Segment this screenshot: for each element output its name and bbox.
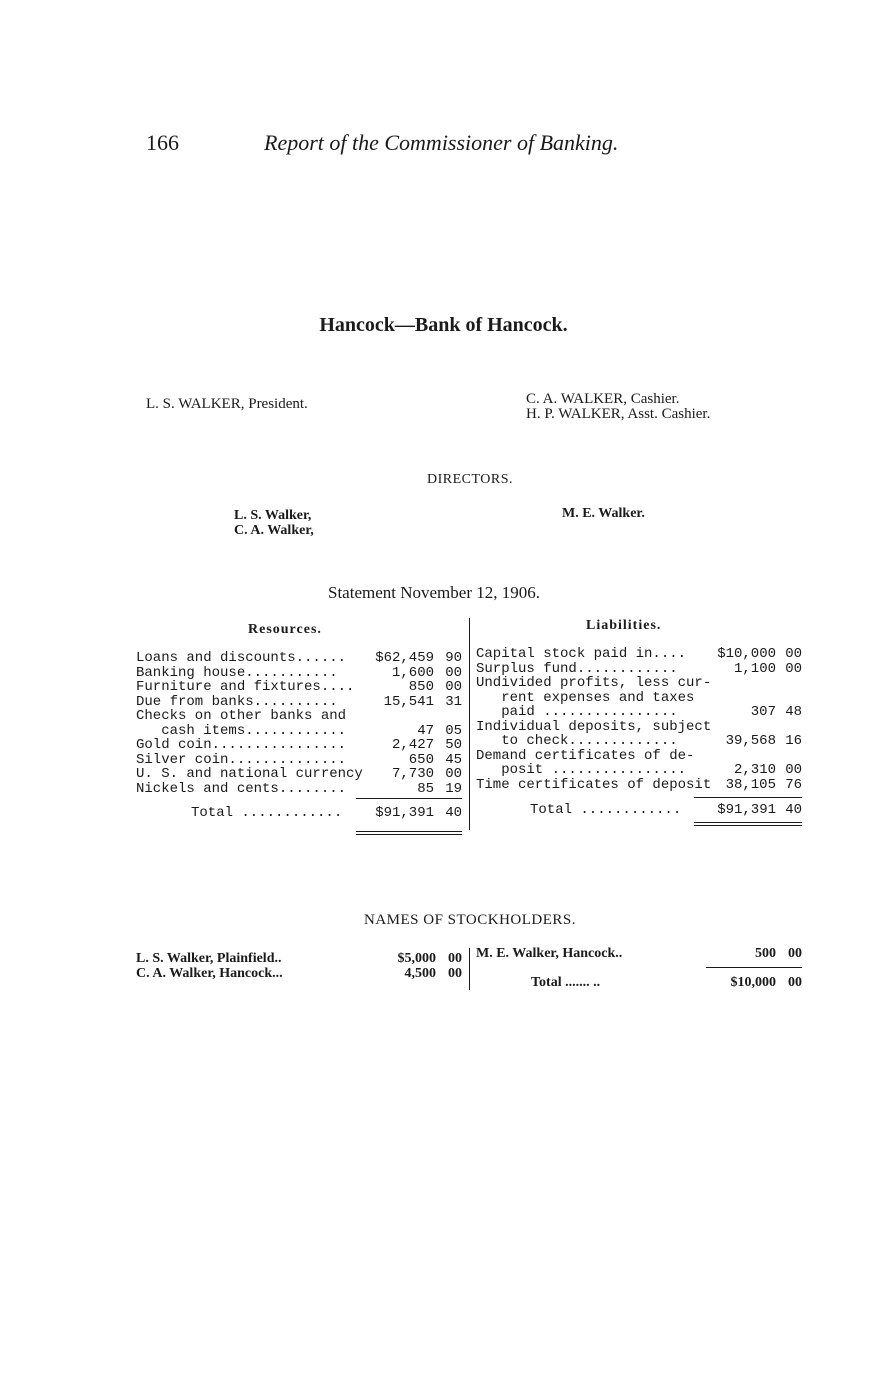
table-row (136, 680, 466, 695)
column-divider (469, 948, 470, 990)
directors-heading: DIRECTORS. (426, 472, 514, 487)
stockholder-cents: 00 (788, 946, 802, 961)
row-label: Time certificates of deposit (476, 776, 712, 793)
stockholder-dollars: 500 (755, 946, 776, 961)
row-dollars: 307 (750, 704, 776, 720)
stockholder-row (136, 965, 466, 982)
resources-heading: Resources. (248, 622, 322, 637)
stockholders-left (136, 950, 466, 984)
row-dollars: 47 (417, 722, 434, 739)
row-label: Silver coin.............. (136, 751, 347, 768)
row-cents: 76 (785, 776, 802, 793)
row-label: Gold coin................ (136, 737, 347, 753)
table-row (136, 767, 466, 782)
resources-total-row (136, 806, 466, 822)
stockholders-heading: NAMES OF STOCKHOLDERS. (363, 912, 576, 928)
row-label: paid ................ (476, 704, 678, 720)
row-cents: 00 (785, 762, 802, 778)
cashier: C. A. WALKER, Cashier. (526, 391, 680, 407)
total-cents: 40 (785, 802, 802, 818)
row-label: Due from banks.......... (136, 693, 338, 710)
total-cents: 40 (445, 805, 462, 821)
row-dollars: 2,310 (733, 762, 776, 778)
row-label: cash items............ (136, 722, 347, 739)
stockholder-row (476, 945, 806, 962)
president: L. S. WALKER, President. (146, 396, 308, 412)
running-title: Report of the Commissioner of Banking. (264, 130, 619, 155)
row-cents: 19 (445, 780, 462, 797)
table-row (476, 676, 806, 691)
row-dollars: $62,459 (375, 650, 434, 666)
stockholders-right (476, 945, 806, 993)
row-dollars: 1,100 (733, 660, 776, 677)
row-dollars: 650 (408, 751, 434, 768)
stockholder-cents: 00 (448, 966, 462, 981)
row-cents: 00 (445, 766, 462, 782)
row-dollars: 7,730 (391, 766, 434, 782)
row-cents: 45 (445, 751, 462, 768)
row-label: Demand certificates of de- (476, 747, 695, 764)
bank-title: Hancock—Bank of Hancock. (319, 314, 568, 336)
total-dollars: $91,391 (717, 802, 776, 818)
row-dollars: $10,000 (717, 646, 776, 662)
assistant-cashier: H. P. WALKER, Asst. Cashier. (526, 406, 711, 422)
liabilities-table (476, 647, 806, 807)
total-row (136, 806, 466, 821)
table-row (136, 738, 466, 753)
row-label: Banking house........... (136, 664, 338, 681)
row-label: Undivided profits, less cur- (476, 675, 712, 691)
row-label: Checks on other banks and (136, 708, 347, 724)
total-dollars: $91,391 (375, 805, 434, 821)
total-label: Total ............ (191, 805, 343, 821)
row-cents: 00 (445, 664, 462, 681)
table-row (476, 647, 806, 662)
row-label: to check............. (476, 733, 678, 749)
row-label: Individual deposits, subject (476, 718, 712, 735)
row-cents: 00 (785, 660, 802, 677)
total-cents: 00 (788, 975, 802, 990)
stockholder-name: L. S. Walker, Plainfield.. (136, 951, 282, 966)
row-label: Capital stock paid in.... (476, 646, 687, 662)
row-dollars: 38,105 (725, 776, 776, 793)
row-dollars: 850 (408, 679, 434, 695)
total-rule (356, 798, 462, 799)
stockholder-total-row (476, 974, 806, 991)
row-cents: 00 (785, 646, 802, 662)
row-dollars: 1,600 (391, 664, 434, 681)
table-row (476, 734, 806, 749)
liabilities-total-row (476, 803, 806, 819)
table-row (136, 651, 466, 666)
table-row (476, 778, 806, 793)
row-cents: 05 (445, 722, 462, 739)
table-row (136, 782, 466, 797)
stockholder-name: C. A. Walker, Hancock... (136, 966, 283, 981)
director-name: L. S. Walker, (234, 508, 312, 523)
table-row (136, 709, 466, 724)
row-cents: 90 (445, 650, 462, 666)
row-dollars: 85 (417, 780, 434, 797)
row-label: Furniture and fixtures.... (136, 679, 355, 695)
statement-title: Statement November 12, 1906. (328, 583, 540, 602)
resources-table (136, 651, 466, 821)
row-dollars: 39,568 (725, 733, 776, 749)
double-rule (694, 822, 802, 826)
row-dollars: 15,541 (383, 693, 434, 710)
row-label: rent expenses and taxes (476, 689, 695, 706)
total-rule (694, 797, 802, 798)
row-cents: 31 (445, 693, 462, 710)
total-label: Total ............ (530, 802, 682, 818)
total-label: Total ....... .. (531, 975, 601, 990)
row-label: Nickels and cents........ (136, 780, 347, 797)
liabilities-heading: Liabilities. (586, 618, 662, 633)
double-rule (356, 831, 462, 835)
row-cents: 50 (445, 737, 462, 753)
page-number: 166 (146, 130, 179, 155)
total-row (476, 803, 806, 818)
stockholder-dollars: $5,000 (397, 951, 436, 966)
table-row (476, 705, 806, 720)
director-name: M. E. Walker. (562, 506, 645, 521)
row-label: U. S. and national currency (136, 766, 363, 782)
row-label: Surplus fund............ (476, 660, 678, 677)
row-cents: 48 (785, 704, 802, 720)
row-dollars: 2,427 (391, 737, 434, 753)
stockholder-cents: 00 (448, 951, 462, 966)
total-rule (706, 967, 802, 968)
row-cents: 16 (785, 733, 802, 749)
row-label: posit ................ (476, 762, 687, 778)
column-divider (469, 618, 470, 830)
table-row (476, 763, 806, 778)
stockholder-dollars: 4,500 (404, 966, 436, 981)
row-cents: 00 (445, 679, 462, 695)
total-dollars: $10,000 (730, 975, 776, 990)
director-name: C. A. Walker, (234, 523, 314, 538)
row-label: Loans and discounts...... (136, 650, 347, 666)
stockholder-name: M. E. Walker, Hancock.. (476, 946, 623, 961)
